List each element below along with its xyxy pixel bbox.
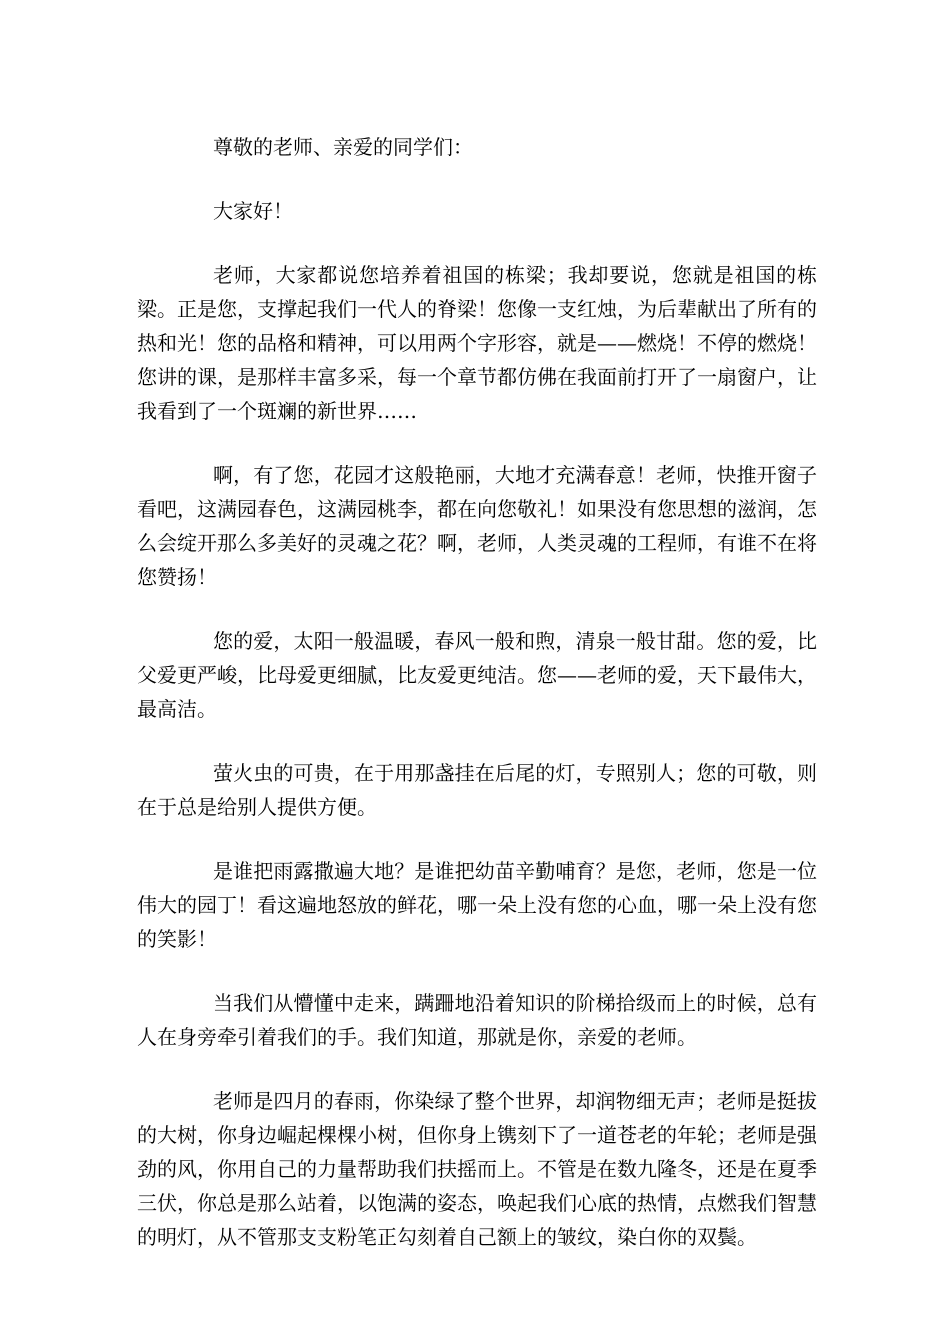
- paragraph: 老师是四月的春雨，你染绿了整个世界，却润物细无声；老师是挺拔的大树，你身边崛起棵棵小树，但你身上镌刻下了一道苍老的年轮；老师是强劲的风，你用自己的力量帮助我们扶摇而上。不管是在数九隆冬，还是在夏季三伏，你总是那么站着，以饱满的姿态，唤起我们心底的热情，点燃我们智慧的明灯，从不管那支支粉笔正勾刻着自己额上的皱纹，染白你的双鬓。: [137, 1089, 817, 1249]
- paragraph: 啊，有了您，花园才这般艳丽，大地才充满春意！老师，快推开窗子看吧，这满园春色，这满园桃李，都在向您敬礼！如果没有您思想的滋润，怎么会绽开那么多美好的灵魂之花？啊，老师，人类灵魂的工程师，有谁不在将您赞扬！: [137, 463, 817, 589]
- greeting: 大家好！: [213, 199, 293, 223]
- paragraph: 是谁把雨露撒遍大地？是谁把幼苗辛勤哺育？是您，老师，您是一位伟大的园丁！看这遍地怒放的鲜花，哪一朵上没有您的心血，哪一朵上没有您的笑影！: [137, 859, 817, 951]
- paragraph: 当我们从懵懂中走来，蹒跚地沿着知识的阶梯拾级而上的时候，总有人在身旁牵引着我们的手。我们知道，那就是你，亲爱的老师。: [137, 991, 817, 1049]
- paragraph: 萤火虫的可贵，在于用那盏挂在后尾的灯，专照别人；您的可敬，则在于总是给别人提供方便。: [137, 761, 817, 819]
- document-body: [137, 130, 817, 1284]
- paragraph: 您的爱，太阳一般温暖，春风一般和煦，清泉一般甘甜。您的爱，比父爱更严峻，比母爱更细腻，比友爱更纯洁。您——老师的爱，天下最伟大，最高洁。: [137, 629, 817, 721]
- salutation: 尊敬的老师、亲爱的同学们：: [213, 135, 473, 159]
- paragraph: 老师，大家都说您培养着祖国的栋梁；我却要说，您就是祖国的栋梁。正是您，支撑起我们一代人的脊梁！您像一支红烛，为后辈献出了所有的热和光！您的品格和精神，可以用两个字形容，就是——燃烧！不停的燃烧！您讲的课，是那样丰富多采，每一个章节都仿佛在我面前打开了一扇窗户，让我看到了一个斑斓的新世界……: [137, 263, 817, 423]
